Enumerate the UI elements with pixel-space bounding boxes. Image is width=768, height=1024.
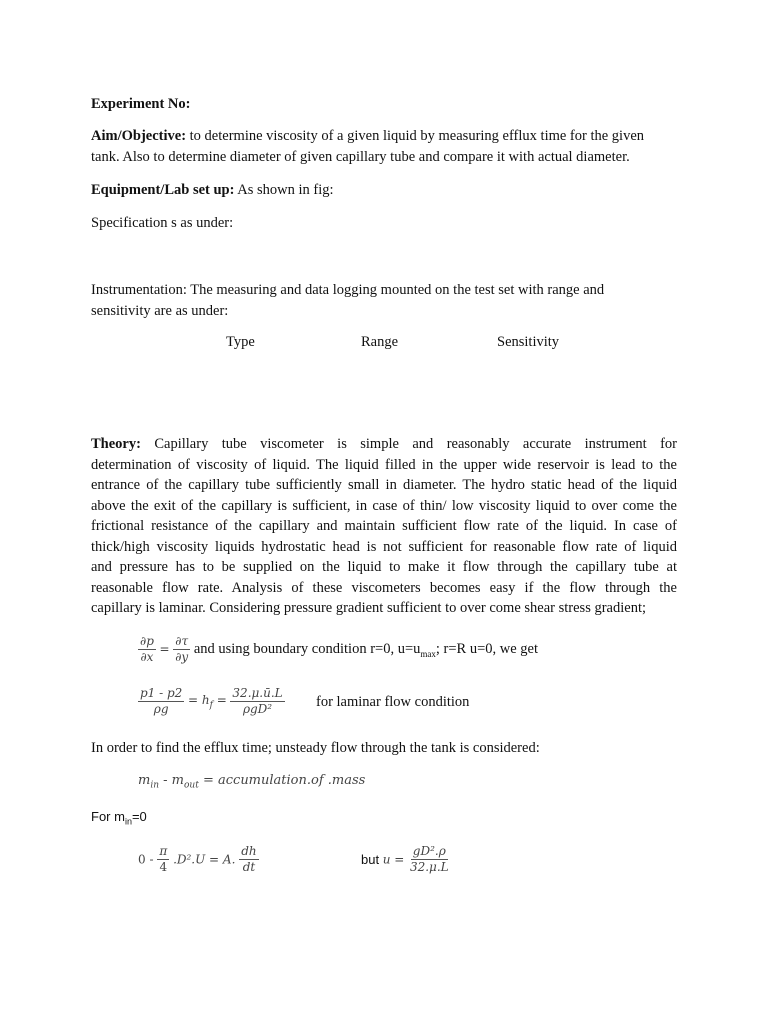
- instrumentation-paragraph: Instrumentation: The measuring and data logging mounted on the test set with range and sensitivity are as under:: [91, 282, 605, 319]
- equation-velocity: but u = $\frac{\text{gD².ρ}}{32.\mu.L}$: [361, 844, 449, 874]
- theory-label: Theory:: [91, 436, 141, 452]
- equation-head-loss: $\frac{p1 - p2}{\rho g}$ = $h_f$ = $\frac{32.\mu.ū.L}{\text{ρgD²}}$: [140, 686, 283, 716]
- theory-paragraph: Theory: Capillary tube viscometer is simple and reasonably accurate instrument for determination of viscosity of liquid. The liquid filled in the upper wide reservoir is lead to the entrance of the capillary tube sufficiently small in diameter. The hydro static head of the liquid above the exit of the capillary is sufficient, in case of thin/ low viscosity liquid to over come the frictional resistance of the capillary and maintain sufficient flow rate of the liquid. In case of thick/high viscosity liquids hydrostatic head is not sufficient for reasonable flow rate of liquid and pressure has to be supplied on the liquid to make it flow through the capillary tube at reasonable flow rate. Analysis of these viscometers becomes easy if the flow through the capillary is laminar. Considering pressure gradient sufficient to over come shear stress gradient;: [91, 436, 677, 616]
- equation-pressure-gradient: $\frac{\partial p}{\partial x}$ = $\frac{\partial\tau}{\partial y}$ and using boundary condition r=0, $u=u_{max}$; r=R u=0, we get: [140, 634, 539, 664]
- instrumentation-columns: [91, 334, 677, 354]
- equipment-line: Equipment/Lab set up: As shown in fig:: [91, 182, 334, 198]
- column-range: Range: [361, 334, 399, 350]
- equation-mass-balance: $m_{in} - m_{out}$ = accumulation.of .mass: [138, 773, 366, 791]
- aim-paragraph: Aim/Objective: to determine viscosity of a given liquid by measuring efflux time for the given tank. Also to determine diameter of given capillary tube and compare it with actual diameter.: [91, 128, 645, 165]
- specification-line: Specification s as under:: [91, 215, 234, 231]
- laminar-note: for laminar flow condition: [316, 694, 470, 710]
- efflux-text: In order to find the efflux time; unsteady flow through the tank is considered:: [91, 740, 540, 756]
- equipment-label: Equipment/Lab set up:: [91, 182, 235, 198]
- experiment-heading: Experiment No:: [91, 96, 191, 112]
- aim-label: Aim/Objective:: [91, 128, 187, 144]
- equation-efflux: 0 - $\frac{\pi}{4}$ .D².U = A. $\frac{dh}{dt}$: [138, 844, 257, 874]
- column-sensitivity: Sensitivity: [497, 334, 560, 350]
- min-condition: For $m_{in}=0$: [91, 809, 147, 827]
- column-type: Type: [226, 334, 255, 350]
